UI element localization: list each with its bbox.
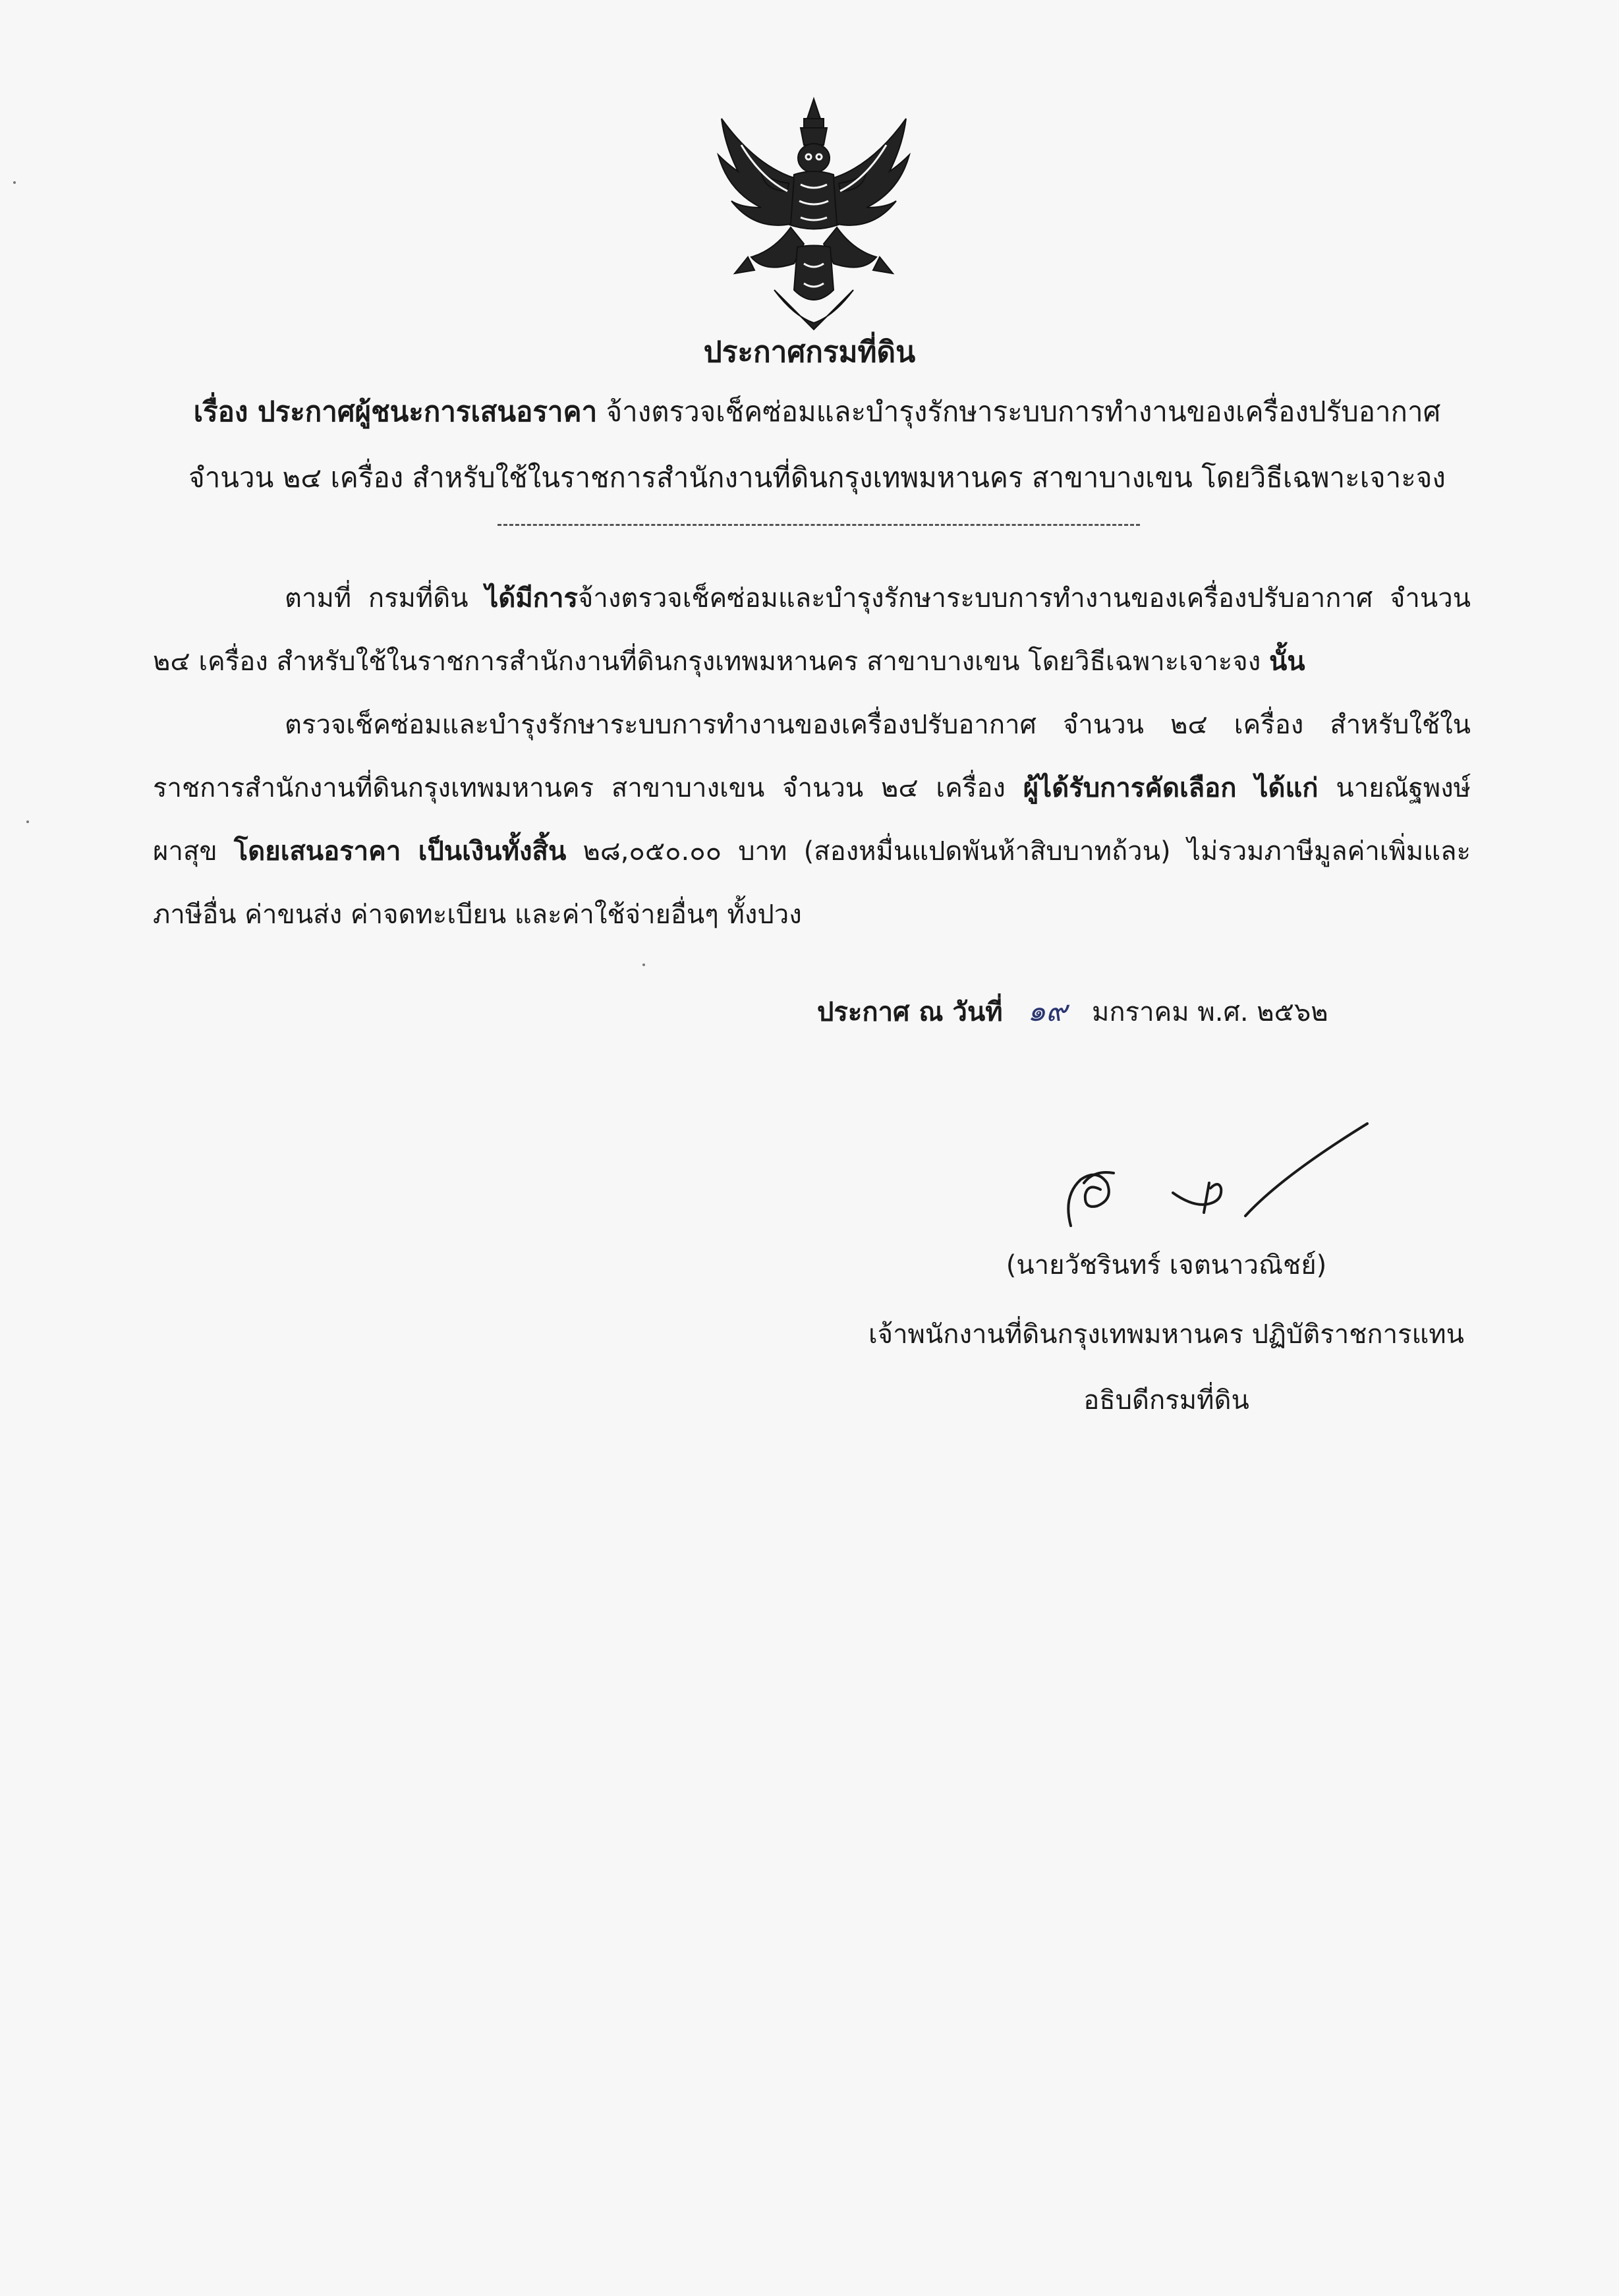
signer-position: เจ้าพนักงานที่ดินกรุงเทพมหานคร ปฏิบัติราชการแทน: [868, 1319, 1465, 1350]
para2-price: ๒๘,๐๕๐.๐๐ บาท (สองหมื่นแปดพันห้าสิบบาทถ้วน) ไม่รวมภาษีมูลค่าเพิ่มและภาษีอื่น ค่าขนส่ง ค่าจดทะเบียน และค่าใช้จ่ายอื่นๆ ทั้งปวง: [153, 836, 1471, 930]
date-rest: มกราคม พ.ศ. ๒๕๖๒: [1092, 997, 1328, 1027]
paragraph-2: [153, 693, 1471, 946]
para2-selected-label: ผู้ได้รับการคัดเลือก ได้แก่: [1023, 773, 1319, 803]
announcement-date: [817, 989, 1476, 1035]
para1-intro: ตามที่ กรมที่ดิน: [285, 583, 469, 614]
signer-position-line2: อธิบดีกรมที่ดิน: [1083, 1385, 1249, 1416]
garuda-emblem-icon: [702, 92, 926, 336]
paragraph-1: [153, 567, 1471, 693]
para2-contractor: นายณัฐพงษ์ ผาสุข: [153, 773, 1471, 867]
para1-bold: ได้มีการ: [485, 583, 578, 614]
signer-name: (นายวัชรินทร์ เจตนาวณิชย์): [1006, 1250, 1327, 1280]
scan-speck: [642, 963, 645, 966]
subject-label: เรื่อง ประกาศผู้ชนะการเสนอราคา: [193, 395, 598, 428]
date-prefix: ประกาศ ณ วันที่: [817, 997, 1003, 1027]
scan-speck: [26, 820, 29, 823]
subject-block: [178, 379, 1456, 511]
scan-speck: [13, 181, 16, 184]
para1-body: จ้างตรวจเช็คซ่อมและบำรุงรักษาระบบการทำงานของเครื่องปรับอากาศ จำนวน ๒๔ เครื่อง สำหรับใช้ในราชการสำนักงานที่ดินกรุงเทพมหานคร สาขาบางเขน โดยวิธีเฉพาะเจาะจง: [153, 583, 1471, 677]
para2-price-label: โดยเสนอราคา เป็นเงินทั้งสิ้น: [233, 836, 567, 867]
title-divider: [497, 524, 1140, 526]
signature-icon: [1044, 1117, 1374, 1236]
document-title: ประกาศกรมที่ดิน: [703, 335, 916, 369]
para1-end: นั้น: [1268, 646, 1305, 677]
date-day: ๑๙: [1027, 994, 1067, 1028]
body-text: [153, 567, 1471, 946]
para2-body: ตรวจเช็คซ่อมและบำรุงรักษาระบบการทำงานของเครื่องปรับอากาศ จำนวน ๒๔ เครื่อง สำหรับใช้ในราชการสำนักงานที่ดินกรุงเทพมหานคร สาขาบางเขน จำนวน ๒๔ เครื่อง: [153, 710, 1471, 803]
subject-text: จ้างตรวจเช็คซ่อมและบำรุงรักษาระบบการทำงานของเครื่องปรับอากาศ จำนวน ๒๔ เครื่อง สำหรับใช้ในราชการสำนักงานที่ดินกรุงเทพมหานคร สาขาบางเขน โดยวิธีเฉพาะเจาะจง: [188, 395, 1446, 494]
